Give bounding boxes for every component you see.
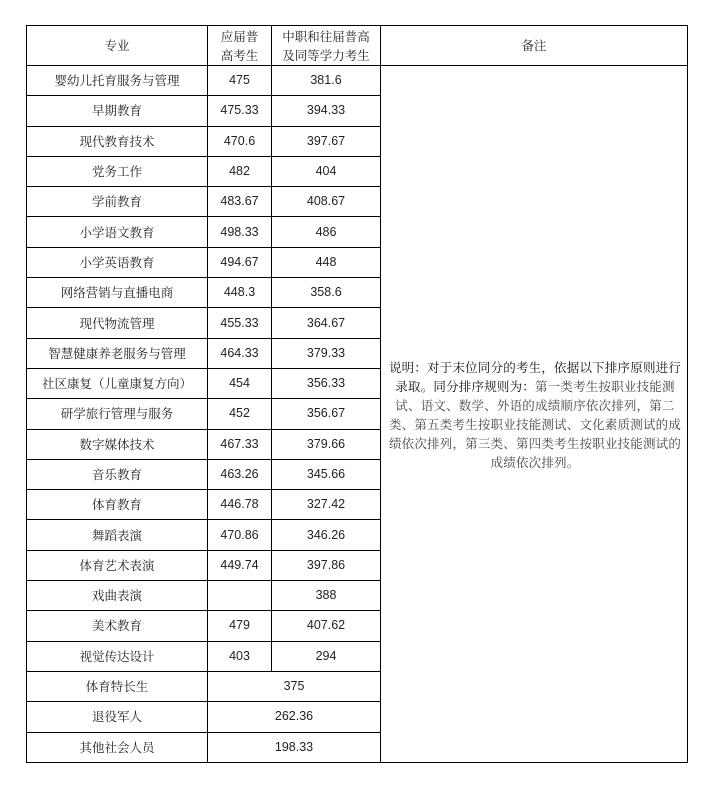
vocational-score: 379.66 [272,429,381,459]
vocational-score: 381.6 [272,66,381,96]
fresh-grads-score: 467.33 [208,429,272,459]
fresh-grads-score: 448.3 [208,278,272,308]
fresh-grads-score: 446.78 [208,490,272,520]
major-cell: 早期教育 [27,96,208,126]
major-cell: 美术教育 [27,611,208,641]
vocational-score: 294 [272,641,381,671]
combined-score: 198.33 [208,732,381,762]
fresh-grads-score: 483.67 [208,187,272,217]
major-cell: 现代教育技术 [27,126,208,156]
major-cell: 智慧健康养老服务与管理 [27,338,208,368]
vocational-score: 356.33 [272,368,381,398]
vocational-score: 379.33 [272,338,381,368]
major-cell: 小学英语教育 [27,247,208,277]
table-row [27,66,688,96]
combined-score: 375 [208,671,381,701]
major-cell: 体育教育 [27,490,208,520]
major-cell: 党务工作 [27,156,208,186]
major-cell: 数字媒体技术 [27,429,208,459]
vocational-score: 408.67 [272,187,381,217]
vocational-score: 397.67 [272,126,381,156]
remarks-note [381,66,688,763]
note-intro: 说明：对于末位同分的考生，依据以下排序原则进行录取。同分排序规则为： [388,360,682,395]
fresh-grads-score: 452 [208,399,272,429]
vocational-score: 358.6 [272,278,381,308]
vocational-score: 356.67 [272,399,381,429]
major-cell: 音乐教育 [27,459,208,489]
header-fresh-grads-line1: 应届普 [220,28,259,44]
admission-score-table [26,25,688,763]
major-cell: 社区康复（儿童康复方向） [27,368,208,398]
category-cell: 体育特长生 [27,671,208,701]
vocational-score: 448 [272,247,381,277]
vocational-score: 397.86 [272,550,381,580]
major-cell: 小学语文教育 [27,217,208,247]
note-rules: 第一类考生按职业技能测试、语文、数学、外语的成绩顺序依次排列，第二类、第五类考生按职业技能测试、文化素质测试的成绩依次排列，第三类、第四类考生按职业技能测试的成绩依次排列。 [388,379,682,471]
fresh-grads-score: 464.33 [208,338,272,368]
category-cell: 退役军人 [27,702,208,732]
header-vocational [272,26,381,66]
fresh-grads-score: 449.74 [208,550,272,580]
vocational-score: 345.66 [272,459,381,489]
fresh-grads-score: 454 [208,368,272,398]
major-cell: 现代物流管理 [27,308,208,338]
vocational-score: 394.33 [272,96,381,126]
combined-score: 262.36 [208,702,381,732]
fresh-grads-score: 494.67 [208,247,272,277]
vocational-score: 407.62 [272,611,381,641]
vocational-score: 486 [272,217,381,247]
fresh-grads-score: 403 [208,641,272,671]
major-cell: 研学旅行管理与服务 [27,399,208,429]
header-vocational-line2: 及同等学力考生 [282,47,370,63]
major-cell: 网络营销与直播电商 [27,278,208,308]
header-row [27,26,688,66]
vocational-score: 388 [272,581,381,611]
fresh-grads-score: 475.33 [208,96,272,126]
major-cell: 婴幼儿托育服务与管理 [27,66,208,96]
major-cell: 舞蹈表演 [27,520,208,550]
major-cell: 戏曲表演 [27,581,208,611]
vocational-score: 404 [272,156,381,186]
header-fresh-grads-line2: 高考生 [220,47,259,63]
fresh-grads-score: 482 [208,156,272,186]
fresh-grads-score: 470.6 [208,126,272,156]
fresh-grads-score: 470.86 [208,520,272,550]
header-major: 专业 [27,26,208,66]
vocational-score: 327.42 [272,490,381,520]
fresh-grads-score: 455.33 [208,308,272,338]
fresh-grads-score: 475 [208,66,272,96]
fresh-grads-score [208,581,272,611]
header-remarks: 备注 [381,26,688,66]
major-cell: 学前教育 [27,187,208,217]
fresh-grads-score: 479 [208,611,272,641]
header-vocational-line1: 中职和往届普高 [282,28,370,44]
major-cell: 视觉传达设计 [27,641,208,671]
header-fresh-grads [208,26,272,66]
fresh-grads-score: 463.26 [208,459,272,489]
category-cell: 其他社会人员 [27,732,208,762]
vocational-score: 364.67 [272,308,381,338]
major-cell: 体育艺术表演 [27,550,208,580]
fresh-grads-score: 498.33 [208,217,272,247]
vocational-score: 346.26 [272,520,381,550]
